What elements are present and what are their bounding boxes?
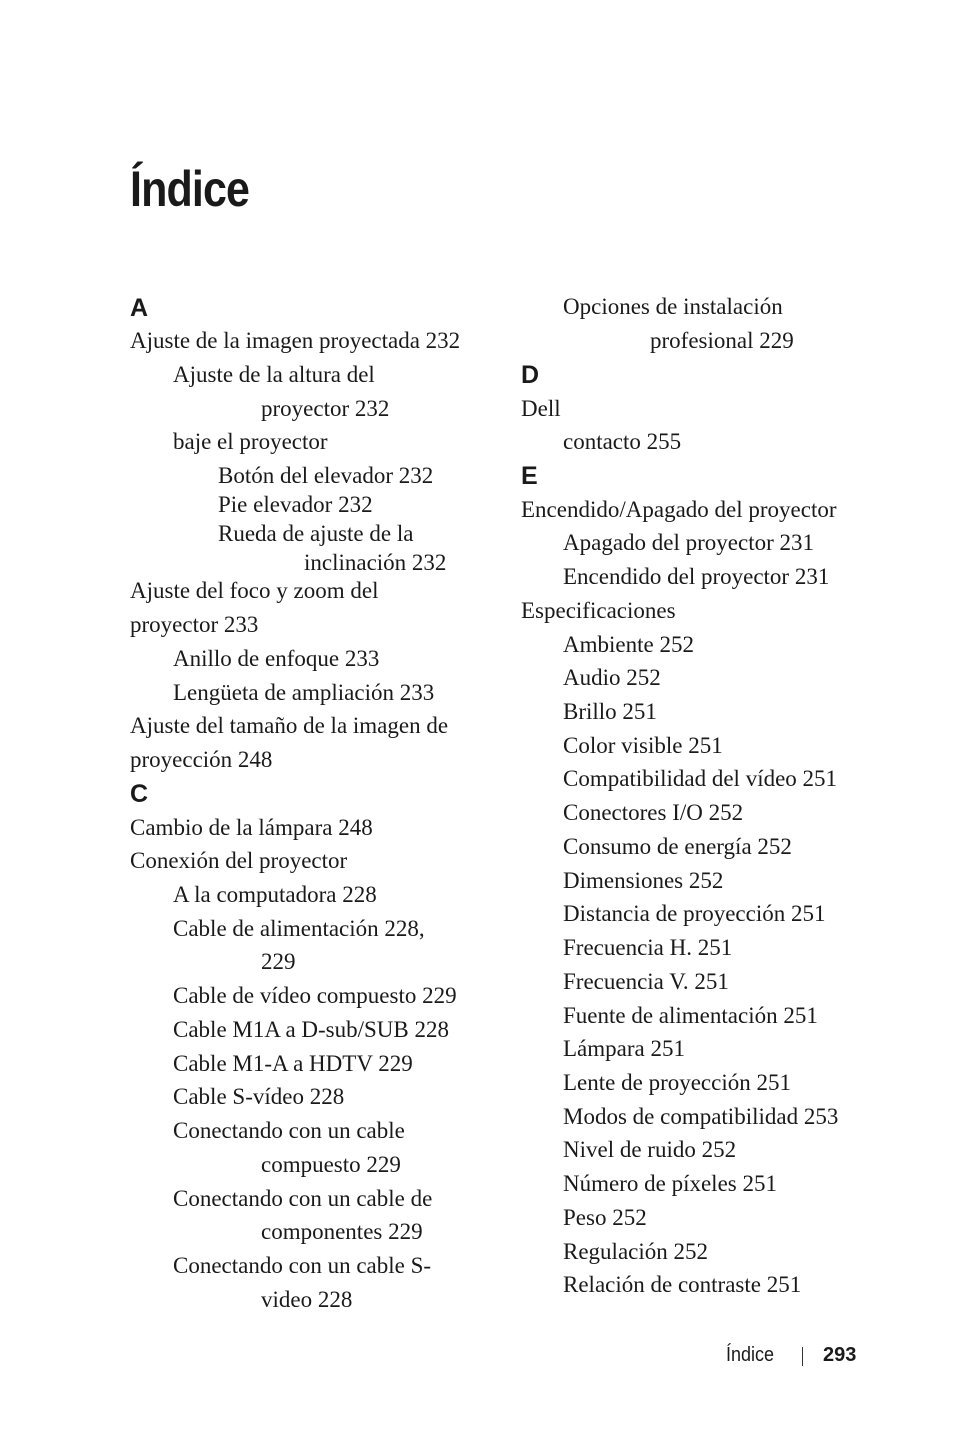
index-entry: Distancia de proyección 251 — [563, 901, 826, 926]
index-entry: Cable de vídeo compuesto 229 — [173, 983, 457, 1008]
index-entry: Rueda de ajuste de la — [218, 521, 414, 546]
index-entry: Frecuencia V. 251 — [563, 969, 729, 994]
index-entry: profesional 229 — [650, 328, 794, 353]
index-entry: Conectores I/O 252 — [563, 800, 744, 825]
index-entry: Fuente de alimentación 251 — [563, 1003, 818, 1028]
index-entry: Opciones de instalación — [563, 294, 783, 319]
index-entry: contacto 255 — [563, 429, 682, 454]
footer-separator — [802, 1347, 803, 1366]
index-entry: Cable M1A a D-sub/SUB 228 — [173, 1017, 449, 1042]
index-entry: Cable de alimentación 228, — [173, 916, 425, 941]
page-number: 293 — [823, 1344, 857, 1366]
index-entry: Color visible 251 — [563, 733, 723, 758]
index-entry: Botón del elevador 232 — [218, 463, 434, 488]
index-entry: Encendido del proyector 231 — [563, 564, 830, 589]
index-entry: inclinación 232 — [304, 550, 447, 575]
index-entry: Conectando con un cable de — [173, 1186, 433, 1211]
index-entry: Conectando con un cable S- — [173, 1253, 432, 1278]
index-entry: video 228 — [261, 1287, 353, 1312]
index-entry: Modos de compatibilidad 253 — [563, 1104, 839, 1129]
index-entry: Encendido/Apagado del proyector — [521, 497, 837, 522]
index-entry: Lengüeta de ampliación 233 — [173, 680, 435, 705]
index-entry: 229 — [261, 949, 296, 974]
index-letter-heading: C — [130, 780, 149, 808]
index-entry: Conexión del proyector — [130, 848, 348, 873]
index-letter-heading: A — [130, 294, 149, 322]
index-entry: proyector 232 — [261, 396, 390, 421]
index-entry: Frecuencia H. 251 — [563, 935, 733, 960]
index-entry: Brillo 251 — [563, 699, 657, 724]
index-entry: Lámpara 251 — [563, 1036, 685, 1061]
index-entry: Pie elevador 232 — [218, 492, 373, 517]
index-entry: Nivel de ruido 252 — [563, 1137, 737, 1162]
index-entry: Cable M1-A a HDTV 229 — [173, 1051, 413, 1076]
index-entry: Relación de contraste 251 — [563, 1272, 802, 1297]
index-entry: proyector 233 — [130, 612, 259, 637]
index-entry: Cambio de la lámpara 248 — [130, 815, 373, 840]
index-entry: Conectando con un cable — [173, 1118, 405, 1143]
index-entry: Ajuste de la altura del — [173, 362, 375, 387]
index-entry: Ajuste del tamaño de la imagen de — [130, 713, 449, 738]
index-entry: Ajuste del foco y zoom del — [130, 578, 379, 603]
index-letter-heading: D — [521, 361, 540, 389]
index-entry: Peso 252 — [563, 1205, 647, 1230]
index-entry: Ambiente 252 — [563, 632, 694, 657]
index-entry: Regulación 252 — [563, 1239, 708, 1264]
index-entry: Apagado del proyector 231 — [563, 530, 815, 555]
index-entry: baje el proyector — [173, 429, 328, 454]
index-entry: Consumo de energía 252 — [563, 834, 792, 859]
index-entry: A la computadora 228 — [173, 882, 377, 907]
index-entry: Ajuste de la imagen proyectada 232 — [130, 328, 461, 353]
index-entry: Compatibilidad del vídeo 251 — [563, 766, 838, 791]
index-entry: Dimensiones 252 — [563, 868, 724, 893]
index-entry: compuesto 229 — [261, 1152, 401, 1177]
index-entry: proyección 248 — [130, 747, 273, 772]
index-entry: Cable S-vídeo 228 — [173, 1084, 345, 1109]
index-entry: Dell — [521, 396, 561, 421]
index-entry: Lente de proyección 251 — [563, 1070, 791, 1095]
index-entry: Especificaciones — [521, 598, 676, 623]
footer-section-label: Índice — [726, 1344, 775, 1366]
index-entry: Anillo de enfoque 233 — [173, 646, 380, 671]
index-entry: Número de píxeles 251 — [563, 1171, 777, 1196]
index-entry: componentes 229 — [261, 1219, 423, 1244]
page-title: Índice — [130, 161, 250, 217]
index-letter-heading: E — [521, 462, 538, 490]
index-entry: Audio 252 — [563, 665, 661, 690]
